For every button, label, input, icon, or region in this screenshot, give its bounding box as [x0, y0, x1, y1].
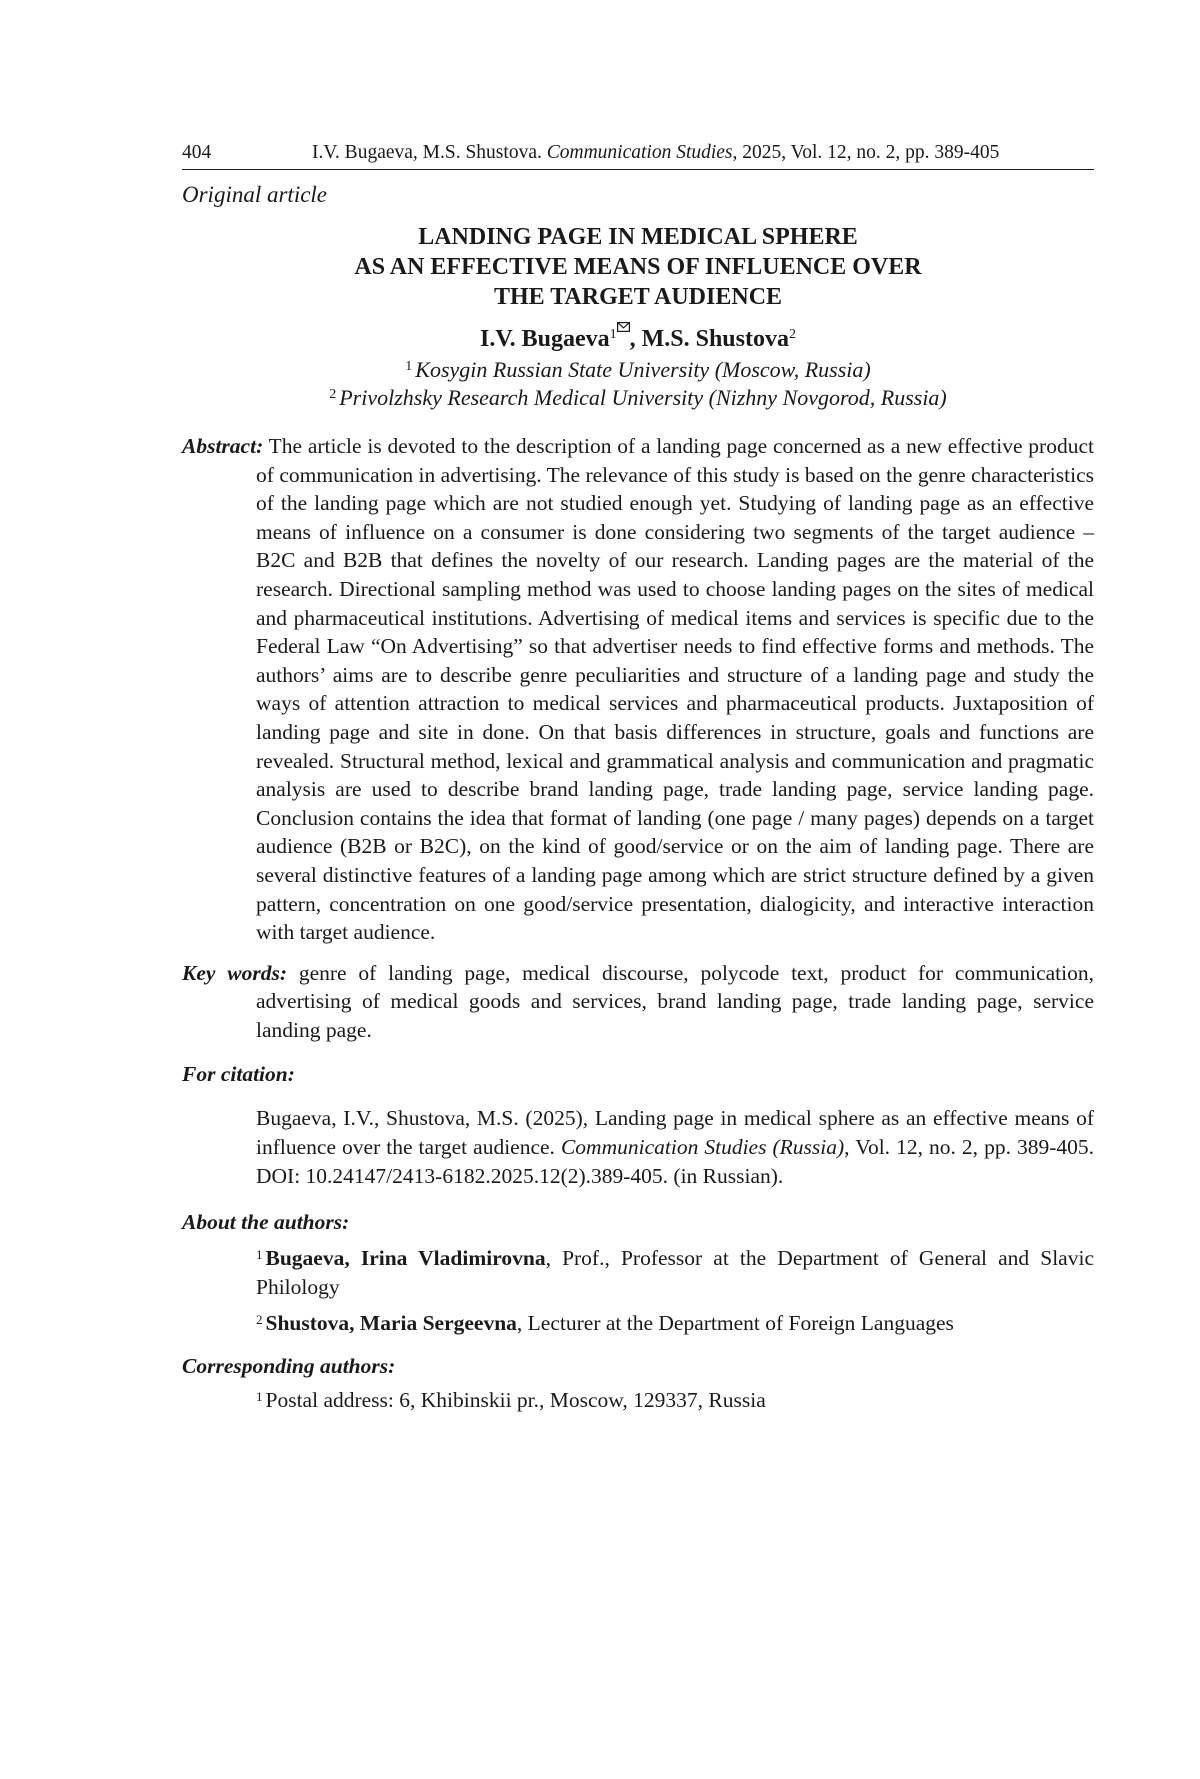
running-citation — [312, 140, 1094, 166]
about-author-1: $^1$ Bugaeva, Irina Vladimirovna, Prof., Professor at the Department of General and Slavic Philology — [256, 1246, 1094, 1299]
author-2-sup: 2 — [788, 327, 796, 342]
page-number: 404 — [182, 142, 212, 163]
keywords-text: genre of landing page, medical discourse, polycode text, product for communication, advertising of medical goods and services, brand landing page, trade landing page, service landing page. — [256, 960, 1094, 1042]
running-journal: Communication Studies — [546, 142, 733, 163]
corresponding-authors-label: Corresponding authors: — [182, 1354, 396, 1379]
about-author-1-name: Bugaeva, Irina Vladimirovna — [265, 1246, 546, 1271]
about-authors — [182, 1244, 1094, 1338]
article-title — [182, 222, 1094, 312]
affiliation-1 — [182, 356, 1094, 384]
about-authors-label: About the authors: — [182, 1210, 350, 1235]
abstract — [182, 432, 1094, 947]
affiliation-1-num: 1 — [405, 359, 413, 374]
keywords-label: Key words: — [182, 960, 287, 985]
author-1-sup: 1 — [610, 327, 630, 342]
affiliation-2-text: Privolzhsky Research Medical University (Nizhny Novgorod, Russia) — [339, 385, 947, 410]
affiliation-2-num: 2 — [329, 387, 337, 402]
title-line-3: THE TARGET AUDIENCE — [493, 284, 783, 310]
abstract-label: Abstract: — [182, 434, 264, 458]
envelope-icon[interactable] — [617, 322, 630, 332]
keywords — [182, 959, 1094, 1045]
title-line-2: AS AN EFFECTIVE MEANS OF INFLUENCE OVER — [354, 254, 922, 280]
citation-text: Bugaeva, I.V., Shustova, M.S. (2025), Landing page in medical sphere as an effective means of influence over the target audience. Communication Studies (Russia), Vol. 12, no. 2, pp. 389-405. DOI: 10.24147/2413-6182.2025.12(2).389-405. (in Russian). — [256, 1106, 1095, 1188]
affiliation-2 — [182, 384, 1094, 412]
affiliation-1-text: Kosygin Russian State University (Moscow, Russia) — [415, 357, 871, 382]
article-type: Original article — [182, 182, 328, 207]
citation-label: For citation: — [182, 1062, 295, 1087]
citation-journal: Communication Studies (Russia) — [560, 1135, 845, 1160]
corresponding-address: $^1$ Postal address: 6, Khibinskii pr., Moscow, 129337, Russia — [256, 1388, 766, 1413]
running-citation-tail: , 2025, Vol. 12, no. 2, pp. 389-405 — [732, 142, 1000, 163]
author-1-name: I.V. Bugaeva — [480, 326, 610, 352]
author-separator: , — [629, 326, 642, 352]
author-2-name: M.S. Shustova — [641, 326, 789, 352]
affiliations — [182, 356, 1094, 412]
about-author-2-name: Shustova, Maria Sergeevna — [265, 1311, 517, 1336]
article-page — [182, 140, 1094, 1415]
running-head — [182, 140, 1094, 170]
about-author-2: $^2$ Shustova, Maria Sergeevna, Lecturer at the Department of Foreign Languages — [256, 1311, 954, 1336]
running-authors: I.V. Bugaeva, M.S. Shustova. — [312, 142, 542, 163]
title-line-1: LANDING PAGE IN MEDICAL SPHERE — [418, 224, 858, 250]
author-list — [182, 322, 1094, 356]
abstract-text: The article is devoted to the description of a landing page concerned as a new effective product of communication in advertising. The relevance of this study is based on the genre characteristics of the landing page which are not studied enough yet. Studying of landing page as an effective means of influence on a consumer is done considering two segments of the target audience – B2C and B2B that defines the novelty of our research. Landing pages are the material of the research. Directional sampling method was used to choose landing pages on the sites of medical and pharmaceutical institutions. Advertising of medical items and services is specific due to the Federal Law “On Advertising” so that advertiser needs to find effective forms and methods. The authors’ aims are to describe genre peculiarities and structure of a landing page and study the ways of attention attraction to medical services and pharmaceutical products. Juxtaposition of landing page and site in done. On that basis differences in structure, goals and functions are revealed. Structural method, lexical and grammatical analysis and communication and pragmatic analysis are used to describe brand landing page, trade landing page, service landing page. Conclusion contains the idea that format of landing (one page / many pages) depends on a target audience (B2B or B2C), on the kind of good/service or on the aim of landing page. There are several distinctive features of a landing page among which are strict structure defined by a given pattern, concentration on one good/service presentation, dialogicity, and interactive interaction with target audience. — [256, 434, 1094, 945]
